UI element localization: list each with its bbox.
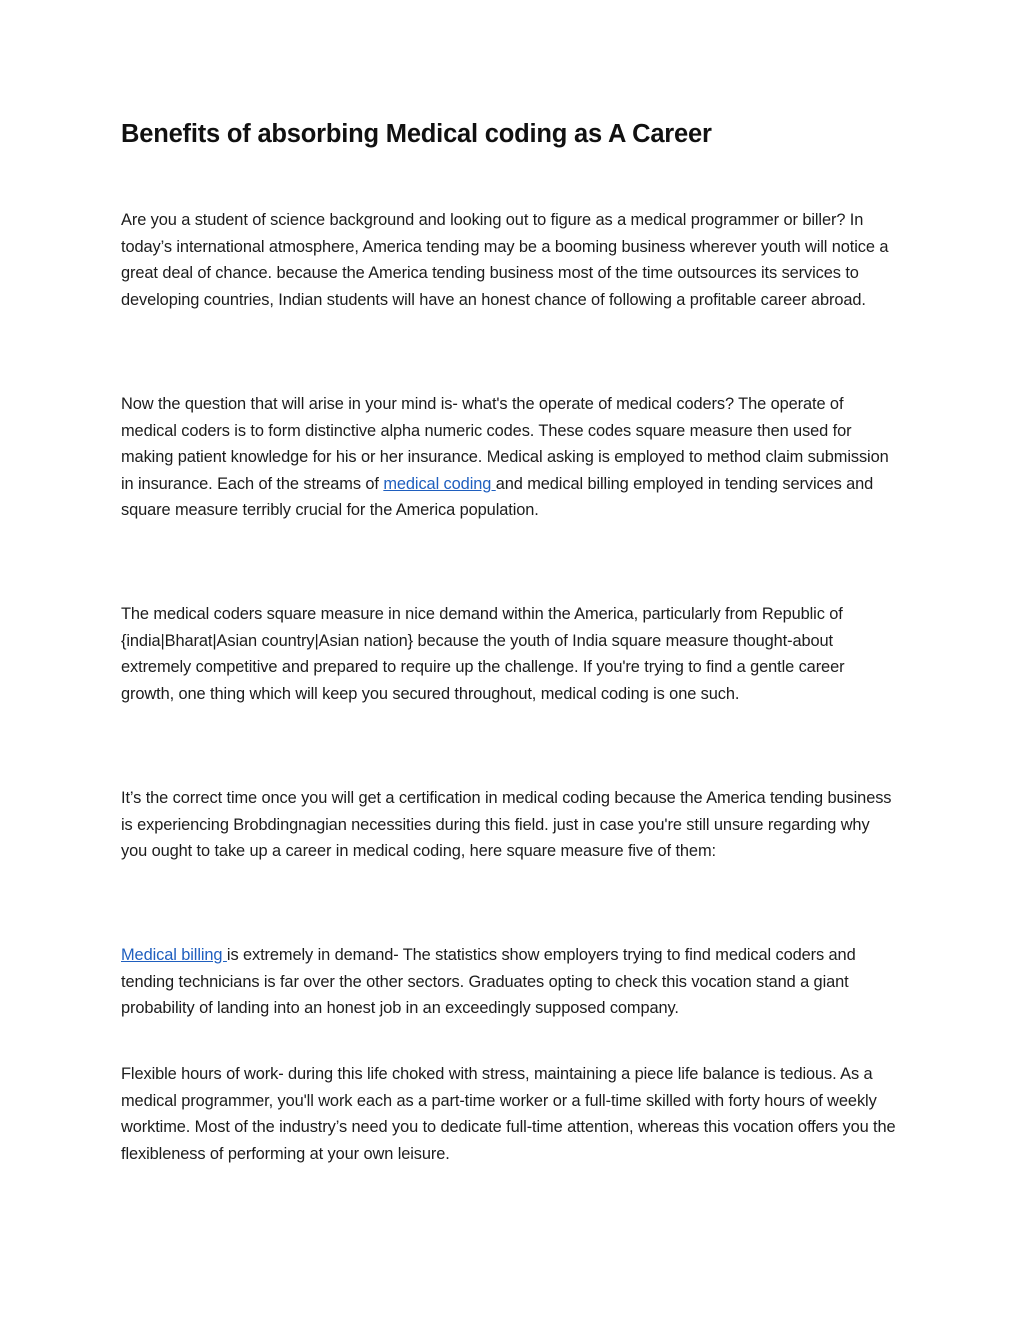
paragraph-coder-role-text-end: and medical billing employed in tending services and square measure terribly crucial for the America population. (121, 474, 874, 520)
paragraph-coder-role (121, 391, 896, 524)
medical-coding-link[interactable]: medical coding (383, 474, 496, 493)
paragraph-medical-billing-text: is extremely in demand- The statistics show employers trying to find medical coders and tending technicians is far over the other sectors. Graduates opting to check this vocation stand a giant probability of landing into an honest job in an exceedingly supposed company. (121, 946, 856, 1018)
paragraph-demand: The medical coders square measure in nice demand within the America, particularly from Republic of {india|Bharat|Asian country|Asian nation} because the youth of India square measure thought-about extremely competitive and prepared to require up the challenge. If you're trying to find a gentle career growth, one thing which will keep you secured throughout, medical coding is one such. (121, 605, 845, 703)
medical-billing-link[interactable]: Medical billing (121, 946, 227, 964)
document-title: Benefits of absorbing Medical coding as A Career (121, 120, 712, 148)
paragraph-flexible-hours: Flexible hours of work- during this life choked with stress, maintaining a piece life balance is tedious. As a medical programmer, you'll work each as a part-time worker or a full-time skilled with forty hours of weekly worktime. Most of the industry’s need you to dedicate full-time attention, whereas this vocation offers you the flexibleness of performing at your own leisure. (121, 1065, 896, 1163)
paragraph-medical-billing (121, 942, 896, 1022)
paragraph-coder-role-text: Now the question that will arise in your mind is- what's the operate of medical coders? The operate of medical coders is to form distinctive alpha numeric codes. These codes square measure then used for making patient knowledge for his or her insurance. Medical asking is employed to method claim submission in insurance. Each of the streams of (121, 395, 889, 493)
paragraph-certification: It’s the correct time once you will get a certification in medical coding because the America tending business is experiencing Brobdingnagian necessities during this field. just in case you're still unsure regarding why you ought to take up a career in medical coding, here square measure five of them: (121, 789, 892, 861)
paragraph-intro: Are you a student of science background and looking out to figure as a medical programmer or biller? In today’s international atmosphere, America tending may be a booming business wherever youth will notice a great deal of chance. because the America tending business most of the time outsources its services to developing countries, Indian students will have an honest chance of following a profitable career abroad. (121, 211, 889, 309)
